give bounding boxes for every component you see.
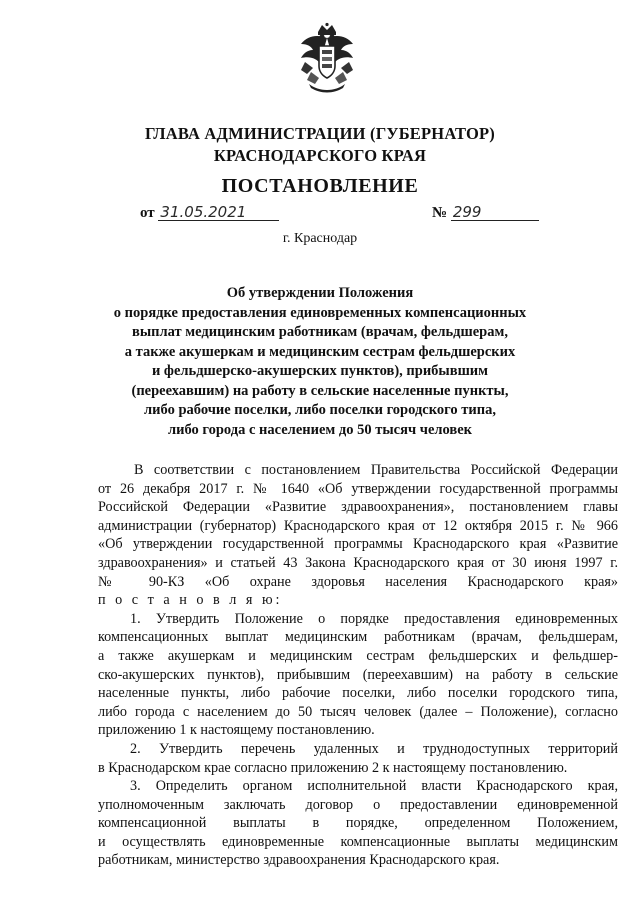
body-line: населенные пункты, либо рабочие поселки, либо поселки городского типа,	[98, 685, 618, 702]
body-line: Российской Федерации «Развитие здравоохранения», постановлением главы	[98, 499, 618, 516]
body-line: уполномоченным заключать договор о предоставлении единовременной	[98, 796, 618, 813]
title-line: Об утверждении Положения	[226, 285, 414, 301]
title-line: о порядке предоставления единовременных компенсационных	[113, 304, 527, 321]
item-2-paragraph	[98, 740, 618, 777]
body-line: приложению 1 к настоящему постановлению.	[98, 722, 375, 739]
body-line: работникам, министерство здравоохранения Краснодарского края.	[98, 852, 500, 869]
body-line: компенсационных выплат медицинским работникам (врачам, фельдшерам,	[98, 629, 618, 646]
body-line: 1. Утвердить Положение о порядке предоставления единовременных	[130, 610, 618, 627]
document-body	[98, 461, 618, 870]
title-line: либо рабочие поселки, либо поселки городского типа,	[144, 402, 496, 418]
body-line: В соответствии с постановлением Правительства Российской Федерации	[134, 462, 618, 478]
body-line: администрации (губернатор) Краснодарского края от 12 октября 2015 г. № 966	[98, 517, 618, 534]
body-line: либо города с населением до 50 тысяч человек (далее – Положение), согласно	[98, 703, 618, 720]
body-line: № 90-КЗ «Об охране здоровья населения Краснодарского края»	[98, 573, 618, 590]
issuing-authority-line-1: ГЛАВА АДМИНИСТРАЦИИ (ГУБЕРНАТОР)	[145, 124, 495, 143]
body-line: и осуществлять единовременные компенсационные выплаты медицинским	[98, 833, 618, 850]
item-1-paragraph	[98, 610, 618, 740]
document-title	[60, 284, 580, 440]
city-name: г. Краснодар	[282, 231, 358, 246]
body-line: «Об утверждении государственной программы Краснодарского края «Развитие	[98, 536, 618, 553]
number-prefix: №	[432, 205, 448, 221]
body-line: здравоохранения» и статьей 43 Закона Краснодарского края от 30 июня 1997 г.	[98, 554, 618, 571]
date-value: 31.05.2021	[158, 204, 279, 221]
body-line: в Краснодарском крае согласно приложению 2 к настоящему постановлению.	[98, 759, 568, 776]
preamble-paragraph	[98, 461, 618, 610]
title-line: либо города с населением до 50 тысяч человек	[167, 421, 473, 438]
title-line: а также акушеркам и медицинским сестрам фельдшерских	[124, 343, 516, 360]
issuing-authority-line-2: КРАСНОДАРСКОГО КРАЯ	[213, 146, 427, 165]
document-type-heading: ПОСТАНОВЛЕНИЕ	[221, 175, 419, 197]
coat-of-arms-icon	[293, 22, 361, 94]
document-date	[140, 204, 279, 222]
body-line: от 26 декабря 2017 г. № 1640 «Об утверждении государственной программы	[98, 480, 618, 497]
body-line: компенсационной выплаты в порядке, определенном Положением,	[98, 815, 618, 832]
date-prefix: от	[140, 205, 155, 221]
body-line: 2. Утвердить перечень удаленных и труднодоступных территорий	[130, 740, 618, 757]
document-number	[432, 204, 539, 222]
item-3-paragraph	[98, 777, 618, 870]
body-line: ско-акушерских пунктов), прибывшим (переехавшим) на работу в сельские	[98, 666, 618, 683]
number-value: 299	[451, 204, 539, 221]
body-line: а также акушеркам и медицинским сестрам фельдшерских и фельдшер-	[98, 647, 618, 664]
title-line: выплат медицинским работникам (врачам, фельдшерам,	[132, 324, 508, 340]
title-line: и фельдшерско-акушерских пунктов), прибывшим	[151, 363, 489, 379]
resolution-word: п о с т а н о в л я ю:	[98, 592, 283, 609]
body-line: 3. Определить органом исполнительной власти Краснодарского края,	[130, 778, 618, 795]
title-line: (переехавшим) на работу в сельские населенные пункты,	[131, 382, 509, 399]
